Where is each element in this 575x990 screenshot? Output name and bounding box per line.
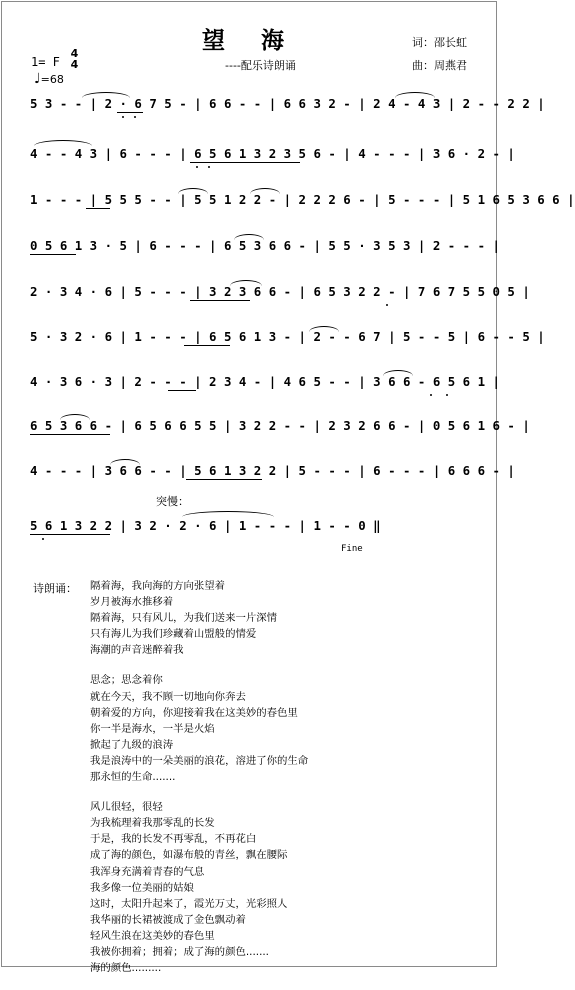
poem-line: 轻风生浪在这美妙的春色里 xyxy=(90,929,215,942)
score-line-6: 5 · 3 2 · 6 | 1 - - - | 6 5 6 1 3 - | 2 - - 6 7 | 5 - - 5 | 6 - - 5 | xyxy=(30,329,545,344)
slur-mark xyxy=(309,326,339,332)
beam-line xyxy=(30,534,110,535)
octave-dot xyxy=(430,394,432,396)
poem-line: 朝着爱的方向，你迎接着我在这美妙的春色里 xyxy=(90,706,298,719)
composer-credit: 曲：周燕君 xyxy=(412,59,467,72)
poem-stanza-1 xyxy=(90,578,308,658)
slur-mark xyxy=(182,511,274,517)
slur-mark xyxy=(178,188,208,194)
beam-line xyxy=(168,390,196,391)
poem-line: 风儿很轻，很轻 xyxy=(90,801,163,814)
tempo-change-label: 突慢： xyxy=(156,495,189,508)
poem-line: 我被你拥着；拥着；成了海的颜色....... xyxy=(90,945,269,958)
score-line-2: 4 - - 4 3 | 6 - - - | 6 5 6 1 3 2 3 5 6 - | 4 - - - | 3 6 · 2 - | xyxy=(30,146,515,161)
beam-line xyxy=(117,112,143,113)
slur-mark xyxy=(230,280,262,286)
poem-line: 掀起了九级的浪涛 xyxy=(90,738,174,751)
poem-line: 我多像一位美丽的姑娘 xyxy=(90,881,194,894)
octave-dot xyxy=(134,116,136,118)
poem-line: 岁月被海水推移着 xyxy=(90,596,174,609)
beam-line xyxy=(190,162,300,163)
poem-line: 海潮的声音迷醉着我 xyxy=(90,644,184,657)
octave-dot xyxy=(386,304,388,306)
score-line-1: 5 3 - - | 2 · 6 7 5 - | 6 6 - - | 6 6 3 2 - | 2 4 - 4 3 | 2 - - 2 2 | xyxy=(30,96,545,111)
poem-line: 那永恒的生命....... xyxy=(90,771,176,784)
poem-line: 我是浪涛中的一朵美丽的浪花，溶进了你的生命 xyxy=(90,754,309,767)
score-line-10: 5 6 1 3 2 2 | 3 2 · 2 · 6 | 1 - - - | 1 - - 0 ‖ xyxy=(30,518,381,533)
beam-line xyxy=(186,479,262,480)
beam-line xyxy=(30,434,110,435)
slur-mark xyxy=(34,140,92,146)
beam-line xyxy=(184,345,230,346)
poem-stanza-2 xyxy=(90,672,308,785)
poem-line: 为我梳理着我那零乱的长发 xyxy=(90,817,215,830)
slur-mark xyxy=(110,459,140,465)
slur-mark xyxy=(82,92,130,98)
beam-line xyxy=(190,300,250,301)
time-signature-top: 4 xyxy=(70,47,79,60)
subtitle: ----配乐诗朗诵 xyxy=(225,59,296,72)
octave-dot xyxy=(208,166,210,168)
poem-line: 成了海的颜色，如瀑布般的青丝，飘在腰际 xyxy=(90,849,288,862)
song-title: 望 海 xyxy=(201,28,298,54)
slur-mark xyxy=(60,414,90,420)
poem-line: 思念；思念着你 xyxy=(90,674,163,687)
score-line-9: 4 - - - | 3 6 6 - - | 5 6 1 3 2 2 | 5 - - - | 6 - - - | 6 6 6 - | xyxy=(30,463,515,478)
poem-line: 我浑身充满着青春的气息 xyxy=(90,865,205,878)
score-line-5: 2 · 3 4 · 6 | 5 - - - | 3 2 3 6 6 - | 6 5 3 2 2 - | 7 6 7 5 5 0 5 | xyxy=(30,284,530,299)
poem-stanza-3 xyxy=(90,799,308,976)
slur-mark xyxy=(250,188,280,194)
poem-line: 隔着海，我向海的方向张望着 xyxy=(90,580,226,592)
tempo-marking xyxy=(34,71,64,87)
tempo-value: =68 xyxy=(40,73,64,86)
fine-marking: Fine xyxy=(341,544,363,554)
key-signature: 1= F xyxy=(31,55,60,69)
octave-dot xyxy=(122,116,124,118)
poem-label: 诗朗诵： xyxy=(33,582,77,595)
poem-body xyxy=(90,578,308,990)
score-line-4: 0 5 6 1 3 · 5 | 6 - - - | 6 5 3 6 6 - | 5 5 · 3 5 3 | 2 - - - | xyxy=(30,238,500,253)
octave-dot xyxy=(196,166,198,168)
octave-dot xyxy=(42,538,44,540)
beam-line xyxy=(86,208,110,209)
score-line-7: 4 · 3 6 · 3 | 2 - - - | 2 3 4 - | 4 6 5 - - | 3 6 6 - 6 5 6 1 | xyxy=(30,374,500,389)
time-signature xyxy=(70,48,79,70)
poem-line: 你一半是海水，一半是火焰 xyxy=(90,722,215,735)
slur-mark xyxy=(234,234,264,240)
quarter-note-icon: ♩ xyxy=(34,71,41,87)
poem-line: 于是，我的长发不再零乱，不再花白 xyxy=(90,833,257,846)
score-line-8: 6 5 3 6 6 - | 6 5 6 6 5 5 | 3 2 2 - - | 2 3 2 6 6 - | 0 5 6 1 6 - | xyxy=(30,418,530,433)
slur-mark xyxy=(383,370,413,376)
poem-line: 只有海儿为我们珍藏着山盟般的情爱 xyxy=(90,628,257,641)
poem-line: 隔着海，只有风儿，为我们送来一片深情 xyxy=(90,612,278,625)
poem-line: 我华丽的长裙被渡成了金色飘动着 xyxy=(90,913,246,926)
slur-mark xyxy=(395,92,435,98)
time-signature-bottom: 4 xyxy=(70,58,79,71)
poem-line: 就在今天，我不顾一切地向你奔去 xyxy=(90,690,246,703)
poem-line: 这时，太阳升起来了，霞光万丈，光彩照人 xyxy=(90,897,288,910)
octave-dot xyxy=(446,394,448,396)
lyricist-credit: 词：邵长虹 xyxy=(412,36,467,49)
score-line-3: 1 - - - | 5 5 5 - - | 5 5 1 2 2 - | 2 2 2 6 - | 5 - - - | 5 1 6 5 3 6 6 | xyxy=(30,192,575,207)
poem-line: 海的颜色......... xyxy=(90,962,162,975)
beam-line xyxy=(30,254,76,255)
